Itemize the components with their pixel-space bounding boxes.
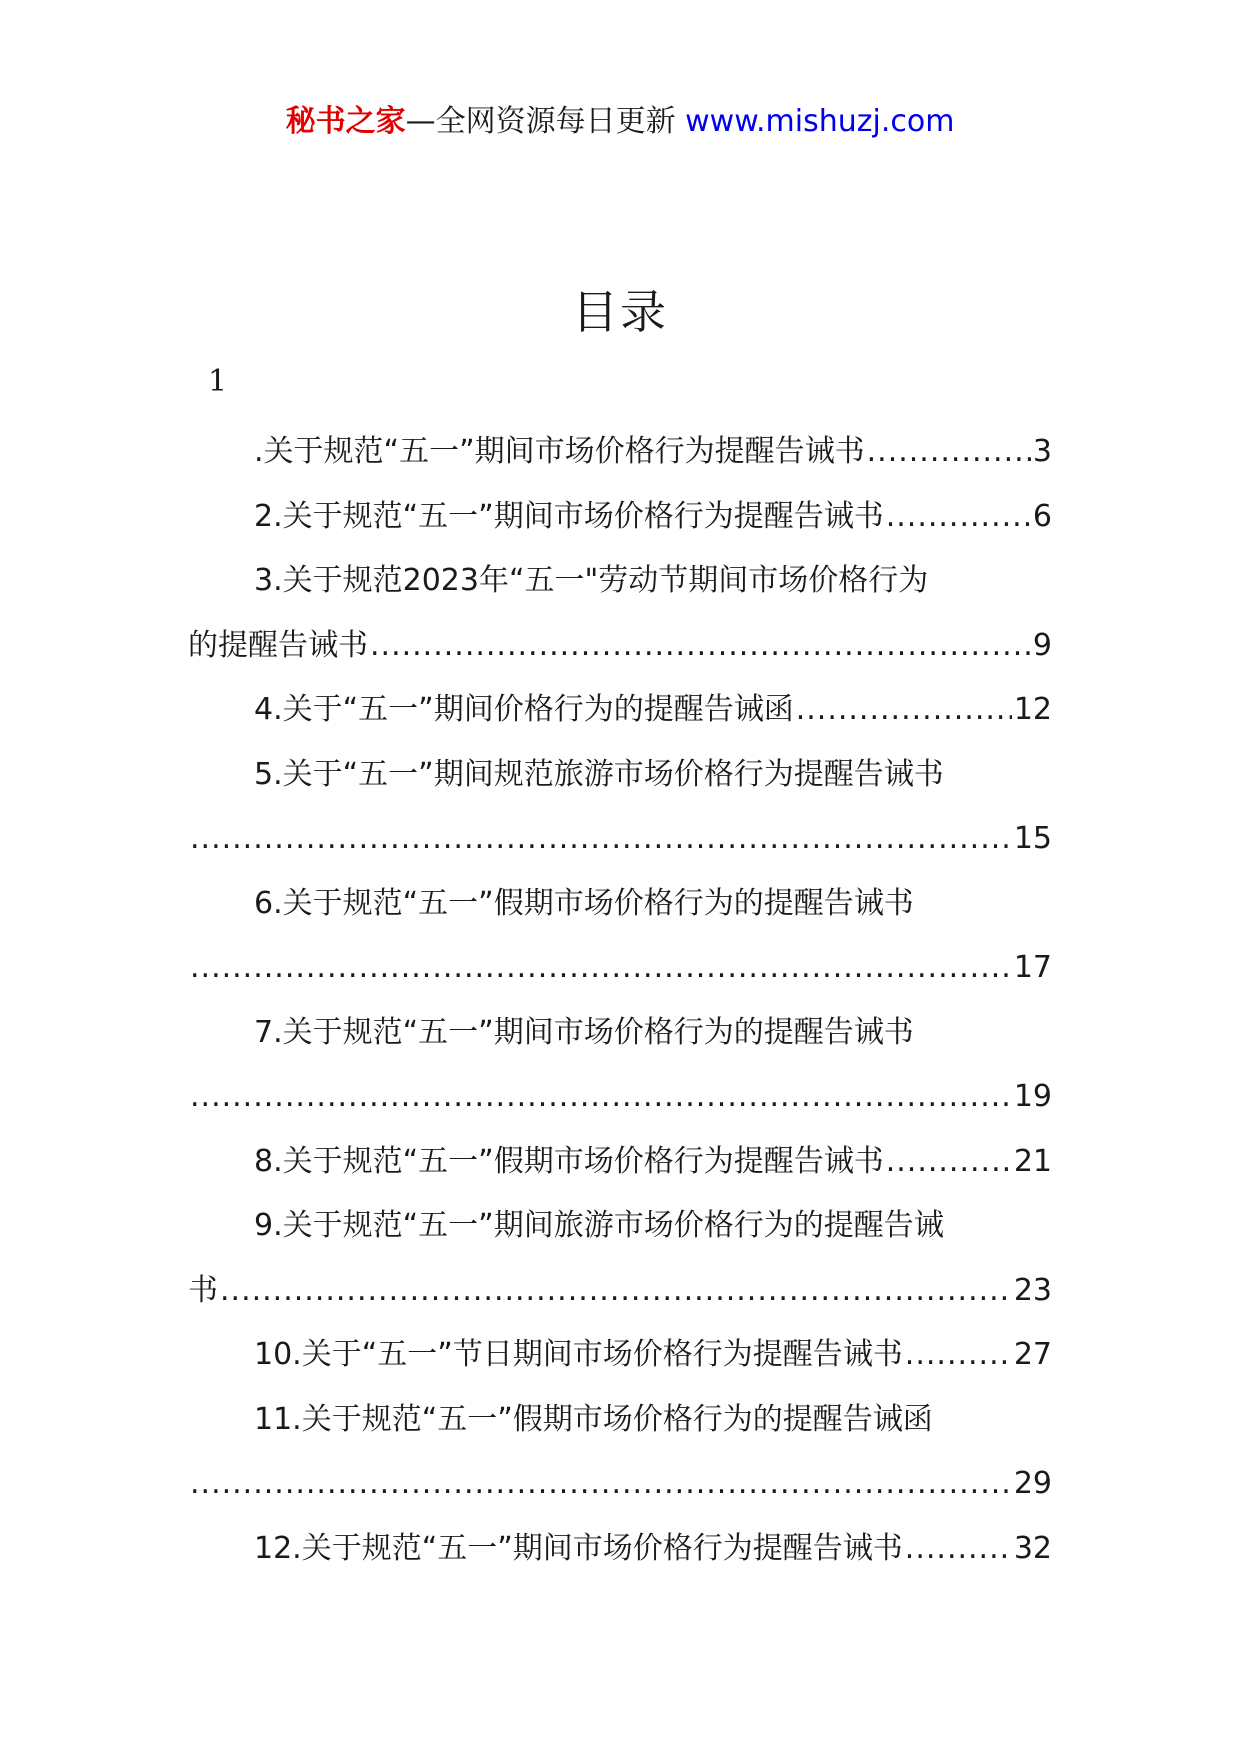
header-tagline: —全网资源每日更新 — [405, 104, 676, 139]
toc-page-number: 23 — [1013, 1272, 1052, 1308]
toc-page-number: 29 — [1013, 1466, 1052, 1501]
toc-entry[interactable] — [188, 485, 1052, 550]
toc-entry-title: 10.关于“五一”节日期间市场价格行为提醒告诫书 — [254, 1337, 903, 1372]
toc-line — [188, 1259, 1052, 1324]
toc-entry[interactable] — [188, 1194, 1052, 1323]
toc-page-number: 3 — [1032, 434, 1052, 469]
toc-dot-leader — [884, 485, 1031, 550]
toc-page-number: 6 — [1032, 498, 1052, 534]
toc-title: 目录 — [572, 285, 668, 339]
brand-name: 秘书之家 — [285, 104, 406, 139]
toc-dot-leader — [865, 420, 1031, 485]
toc-page-number: 17 — [1013, 950, 1052, 985]
toc-line — [188, 936, 1052, 1001]
toc-line — [188, 420, 1052, 485]
toc-line — [188, 1323, 1052, 1388]
toc-dot-leader — [188, 1452, 1012, 1517]
toc-dot-leader — [188, 936, 1012, 1001]
toc-page-number: 21 — [1013, 1143, 1052, 1179]
toc-line — [188, 1130, 1052, 1195]
toc-entry-title: 3.关于规范2023年“五一"劳动节期间市场价格行为 — [254, 563, 929, 598]
toc-line — [188, 1452, 1052, 1517]
toc-line — [188, 743, 1052, 808]
toc-line — [188, 1065, 1052, 1130]
toc-entry-title: 6.关于规范“五一”假期市场价格行为的提醒告诫书 — [254, 885, 914, 921]
toc-line — [188, 614, 1052, 679]
toc-entry[interactable] — [188, 549, 1052, 678]
toc-dot-leader — [903, 1323, 1012, 1388]
toc-entry-title: 7.关于规范“五一”期间市场价格行为的提醒告诫书 — [254, 1014, 914, 1050]
toc-line — [188, 1517, 1052, 1582]
toc-entry[interactable] — [188, 420, 1052, 485]
toc-line — [188, 549, 1052, 614]
toc-entry-title: 12.关于规范“五一”期间市场价格行为提醒告诫书 — [254, 1530, 903, 1566]
toc-dot-leader — [884, 1130, 1012, 1195]
toc-line — [188, 678, 1052, 743]
toc-entry-title: 的提醒告诫书 — [188, 627, 368, 663]
toc-entry-title: 书 — [188, 1272, 218, 1308]
toc-entry[interactable] — [188, 1323, 1052, 1388]
toc-page-number: 19 — [1013, 1079, 1052, 1114]
toc-dot-leader — [188, 1065, 1012, 1130]
toc-entry-title: 4.关于“五一”期间价格行为的提醒告诫函 — [254, 692, 794, 727]
site-header — [0, 100, 1240, 144]
toc-entry[interactable] — [188, 1130, 1052, 1195]
toc-dot-leader — [368, 614, 1031, 679]
toc-entry-title: 2.关于规范“五一”期间市场价格行为提醒告诫书 — [254, 498, 884, 534]
toc-page-number: 12 — [1013, 692, 1052, 727]
toc-page-number: 15 — [1013, 821, 1052, 856]
toc-entry-title: 9.关于规范“五一”期间旅游市场价格行为的提醒告诫 — [254, 1208, 944, 1243]
toc-entry[interactable] — [188, 1001, 1052, 1130]
toc-line — [188, 485, 1052, 550]
toc-line — [188, 1001, 1052, 1066]
toc-dot-leader — [903, 1517, 1012, 1582]
toc-line — [188, 807, 1052, 872]
toc-entry-title: 8.关于规范“五一”假期市场价格行为提醒告诫书 — [254, 1143, 884, 1179]
site-url-link[interactable]: www.mishuzj.com — [685, 104, 955, 139]
toc-dot-leader — [794, 678, 1012, 743]
toc-entry[interactable] — [188, 678, 1052, 743]
toc-entry[interactable] — [188, 872, 1052, 1001]
table-of-contents — [188, 420, 1052, 1581]
toc-line — [188, 1194, 1052, 1259]
toc-line — [188, 872, 1052, 937]
toc-page-number: 9 — [1032, 627, 1052, 663]
toc-entry-title: 5.关于“五一”期间规范旅游市场价格行为提醒告诫书 — [254, 756, 944, 792]
page-marker: 1 — [208, 364, 228, 399]
toc-page-number: 27 — [1013, 1337, 1052, 1372]
toc-entry[interactable] — [188, 743, 1052, 872]
toc-entry[interactable] — [188, 1517, 1052, 1582]
toc-entry-title: .关于规范“五一”期间市场价格行为提醒告诫书 — [254, 434, 865, 469]
toc-dot-leader — [188, 807, 1012, 872]
toc-page-number: 32 — [1013, 1530, 1052, 1566]
toc-entry[interactable] — [188, 1388, 1052, 1517]
toc-dot-leader — [218, 1259, 1012, 1324]
toc-entry-title: 11.关于规范“五一”假期市场价格行为的提醒告诫函 — [254, 1401, 933, 1437]
toc-line — [188, 1388, 1052, 1453]
